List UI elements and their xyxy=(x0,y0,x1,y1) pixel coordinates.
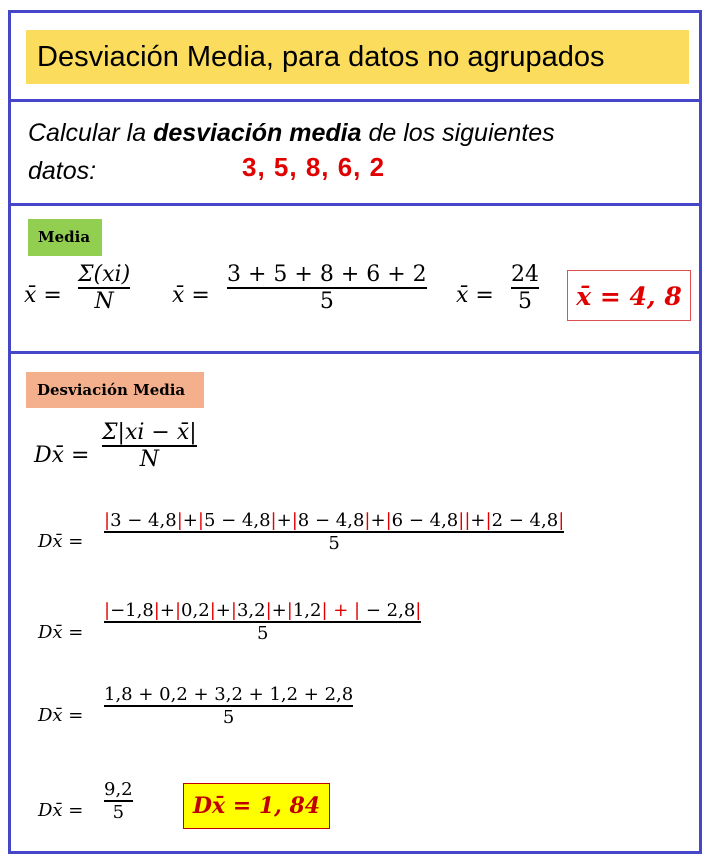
abs-bar: | xyxy=(176,510,183,531)
term: 0,2 xyxy=(181,600,210,621)
abs-bar: | xyxy=(291,510,298,531)
term: 6 − 4,8 xyxy=(391,510,459,531)
abs-bar: | xyxy=(385,510,392,531)
intro-text-3: datos: xyxy=(28,157,97,185)
abs-bar: | xyxy=(197,510,204,531)
plus-sign: + xyxy=(370,510,386,531)
abs-bar: || xyxy=(458,510,471,531)
term: −1,8 xyxy=(110,600,154,621)
dev-step4-fraction xyxy=(104,779,133,823)
dev-step2-numerator xyxy=(104,600,421,621)
desviacion-media-label: Desviación Media xyxy=(26,372,204,408)
abs-bar: | xyxy=(174,600,182,621)
plus-sign: + xyxy=(271,600,287,621)
abs-bar: | xyxy=(270,510,277,531)
divider-3 xyxy=(8,351,702,354)
abs-bar: | xyxy=(265,600,272,621)
term: 3,2 xyxy=(236,600,266,621)
mean-formula-denominator: N xyxy=(94,288,114,314)
divider-1 xyxy=(8,99,702,102)
term: 3 − 4,8 xyxy=(110,510,177,531)
dev-step2-denominator: 5 xyxy=(256,622,269,644)
dev-step1-lhs: Dx̄ = xyxy=(38,531,84,552)
media-label: Media xyxy=(28,219,102,256)
deviation-result-box: Dx̄ = 1, 84 xyxy=(183,783,330,829)
dev-step4-lhs: Dx̄ = xyxy=(38,800,84,821)
dev-step3-numerator: 1,8 + 0,2 + 3,2 + 1,2 + 2,8 xyxy=(104,684,354,705)
dev-formula-denominator: N xyxy=(139,446,159,472)
plus-sign: + xyxy=(276,510,292,531)
abs-bar: | + | xyxy=(321,600,361,621)
mean-total-fraction xyxy=(511,262,539,314)
intro-text-1: Calcular la xyxy=(28,119,154,147)
mean-total-numerator: 24 xyxy=(511,262,539,287)
abs-bar: | xyxy=(104,510,111,531)
dev-step3-fraction xyxy=(104,684,353,728)
dev-step4-numerator: 9,2 xyxy=(104,779,133,800)
page-title: Desviación Media, para datos no agrupados xyxy=(26,30,689,84)
plus-sign: + xyxy=(182,510,198,531)
abs-bar: | xyxy=(153,600,160,621)
dev-formula-lhs: Dx̄ = xyxy=(34,443,90,468)
mean-formula-lhs: x̄ = xyxy=(24,283,62,308)
data-values: 3, 5, 8, 6, 2 xyxy=(242,152,386,182)
dev-step3-denominator: 5 xyxy=(222,706,235,728)
mean-total-denominator: 5 xyxy=(518,288,532,314)
mean-result-box: x̄ = 4, 8 xyxy=(567,270,691,321)
mean-sum-lhs: x̄ = xyxy=(172,283,210,308)
mean-formula-fraction xyxy=(78,262,130,314)
dev-step2-fraction xyxy=(104,600,421,644)
dev-formula-fraction xyxy=(102,420,197,472)
dev-formula-numerator: Σ|xi − x̄| xyxy=(102,420,197,445)
mean-total-lhs: x̄ = xyxy=(456,283,494,308)
term: − 2,8 xyxy=(360,600,416,621)
mean-sum-fraction xyxy=(227,262,427,314)
term: 1,2 xyxy=(292,600,322,621)
abs-bar: | xyxy=(415,600,422,621)
plus-sign: + xyxy=(159,600,175,621)
dev-step4-denominator: 5 xyxy=(112,801,125,823)
dev-step1-numerator xyxy=(104,510,564,531)
term: 2 − 4,8 xyxy=(491,510,559,531)
abs-bar: | xyxy=(558,510,565,531)
divider-2 xyxy=(8,203,702,206)
intro-text-2: de los siguientes xyxy=(361,119,555,147)
mean-sum-denominator: 5 xyxy=(319,288,334,314)
term: 8 − 4,8 xyxy=(297,510,365,531)
abs-bar: | xyxy=(104,600,111,621)
abs-bar: | xyxy=(364,510,371,531)
term: 5 − 4,8 xyxy=(203,510,271,531)
mean-formula-numerator: Σ(xi) xyxy=(78,262,131,287)
plus-sign: + xyxy=(470,510,486,531)
abs-bar: | xyxy=(485,510,492,531)
intro-bold-text: desviación media xyxy=(153,119,362,147)
abs-bar: | xyxy=(209,600,216,621)
abs-bar: | xyxy=(286,600,293,621)
dev-step2-lhs: Dx̄ = xyxy=(38,622,84,643)
dev-step3-lhs: Dx̄ = xyxy=(38,705,84,726)
dev-step1-fraction xyxy=(104,510,564,554)
plus-sign: + xyxy=(215,600,231,621)
mean-sum-numerator: 3 + 5 + 8 + 6 + 2 xyxy=(227,262,427,287)
dev-step1-denominator: 5 xyxy=(328,532,340,554)
abs-bar: | xyxy=(230,600,237,621)
